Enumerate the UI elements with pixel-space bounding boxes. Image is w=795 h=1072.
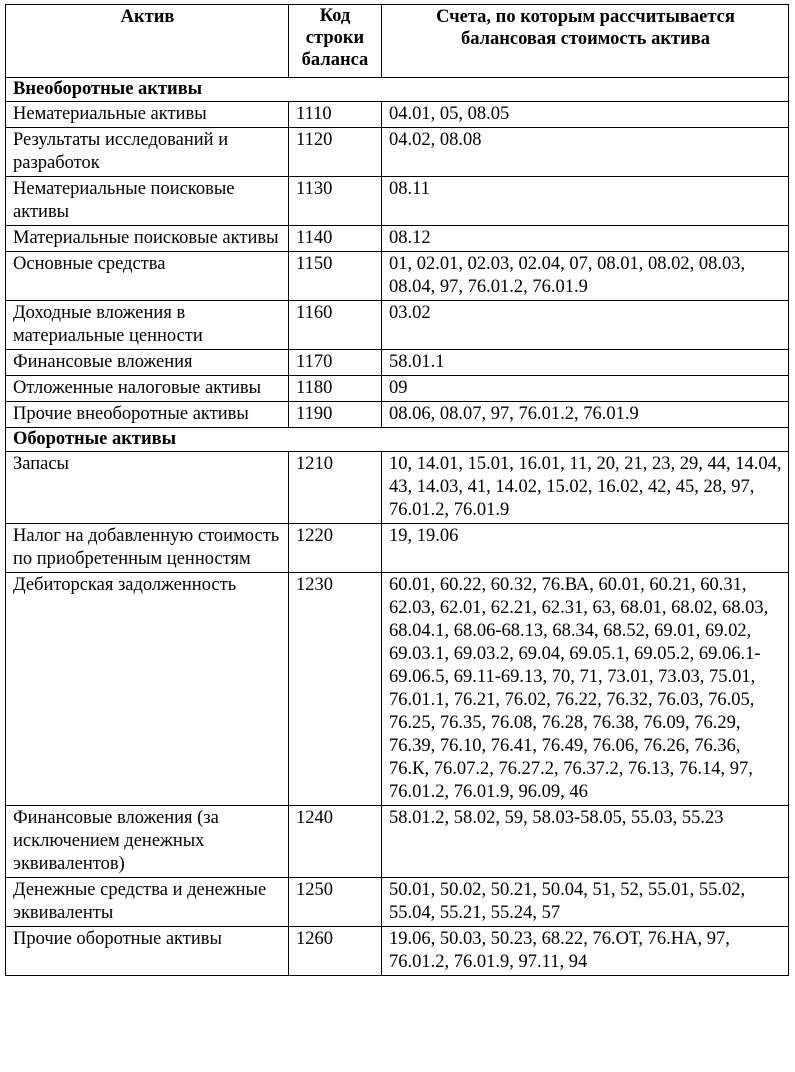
- accounts-cell: 58.01.2, 58.02, 59, 58.03-58.05, 55.03, 55.23: [382, 806, 789, 878]
- table-row: [6, 376, 789, 402]
- code-cell: 1210: [289, 452, 382, 524]
- code-column-header: Код строки баланса: [289, 5, 382, 78]
- table-row: [6, 301, 789, 350]
- table-body: [6, 78, 789, 976]
- accounts-cell: 04.02, 08.08: [382, 128, 789, 177]
- accounts-cell: 08.06, 08.07, 97, 76.01.2, 76.01.9: [382, 402, 789, 428]
- asset-cell: Основные средства: [6, 252, 289, 301]
- code-cell: 1230: [289, 573, 382, 806]
- code-cell: 1240: [289, 806, 382, 878]
- table-row: [6, 350, 789, 376]
- asset-cell: Дебиторская задолженность: [6, 573, 289, 806]
- table-row: [6, 252, 789, 301]
- section-title: Внеоборотные активы: [6, 78, 789, 102]
- asset-cell: Доходные вложения в материальные ценности: [6, 301, 289, 350]
- table-row: [6, 524, 789, 573]
- code-cell: 1170: [289, 350, 382, 376]
- code-cell: 1140: [289, 226, 382, 252]
- code-cell: 1250: [289, 878, 382, 927]
- table-row: [6, 927, 789, 976]
- accounts-cell: 10, 14.01, 15.01, 16.01, 11, 20, 21, 23, 29, 44, 14.04, 43, 14.03, 41, 14.02, 15.02, 16.02, 42, 45, 28, 97, 76.01.2, 76.01.9: [382, 452, 789, 524]
- accounts-cell: 09: [382, 376, 789, 402]
- code-cell: 1260: [289, 927, 382, 976]
- accounts-cell: 08.11: [382, 177, 789, 226]
- code-cell: 1190: [289, 402, 382, 428]
- asset-cell: Нематериальные активы: [6, 102, 289, 128]
- table-row: [6, 102, 789, 128]
- asset-cell: Прочие оборотные активы: [6, 927, 289, 976]
- code-cell: 1110: [289, 102, 382, 128]
- table-row: [6, 128, 789, 177]
- code-cell: 1180: [289, 376, 382, 402]
- code-cell: 1130: [289, 177, 382, 226]
- asset-cell: Отложенные налоговые активы: [6, 376, 289, 402]
- table-row: [6, 573, 789, 806]
- balance-accounts-table: [5, 4, 789, 976]
- accounts-cell: 58.01.1: [382, 350, 789, 376]
- asset-cell: Прочие внеоборотные активы: [6, 402, 289, 428]
- code-cell: 1220: [289, 524, 382, 573]
- code-cell: 1150: [289, 252, 382, 301]
- asset-cell: Запасы: [6, 452, 289, 524]
- accounts-cell: 03.02: [382, 301, 789, 350]
- table-row: [6, 452, 789, 524]
- table-header: [6, 5, 789, 78]
- accounts-column-header: Счета, по которым рассчитывается балансовая стоимость актива: [382, 5, 789, 78]
- table-row: [6, 177, 789, 226]
- accounts-cell: 08.12: [382, 226, 789, 252]
- asset-cell: Денежные средства и денежные эквиваленты: [6, 878, 289, 927]
- asset-cell: Финансовые вложения: [6, 350, 289, 376]
- accounts-cell: 01, 02.01, 02.03, 02.04, 07, 08.01, 08.02, 08.03, 08.04, 97, 76.01.2, 76.01.9: [382, 252, 789, 301]
- table-row: [6, 806, 789, 878]
- asset-cell: Результаты исследований и разработок: [6, 128, 289, 177]
- asset-cell: Материальные поисковые активы: [6, 226, 289, 252]
- accounts-cell: 19.06, 50.03, 50.23, 68.22, 76.ОТ, 76.НА, 97, 76.01.2, 76.01.9, 97.11, 94: [382, 927, 789, 976]
- asset-column-header: Актив: [6, 5, 289, 78]
- code-cell: 1120: [289, 128, 382, 177]
- asset-cell: Налог на добавленную стоимость по приобретенным ценностям: [6, 524, 289, 573]
- section-row: [6, 428, 789, 452]
- table-row: [6, 402, 789, 428]
- accounts-cell: 60.01, 60.22, 60.32, 76.ВА, 60.01, 60.21, 60.31, 62.03, 62.01, 62.21, 62.31, 63, 68.01, 68.02, 68.03, 68.04.1, 68.06-68.13, 68.34, 68.52, 69.01, 69.02, 69.03.1, 69.03.2, 69.04, 69.05.1, 69.05.2, 69.06.1-69.06.5, 69.11-69.13, 70, 71, 73.01, 73.03, 75.01, 76.01.1, 76.21, 76.02, 76.22, 76.32, 76.03, 76.05, 76.25, 76.35, 76.08, 76.28, 76.38, 76.09, 76.29, 76.39, 76.10, 76.41, 76.49, 76.06, 76.26, 76.36, 76.К, 76.07.2, 76.27.2, 76.37.2, 76.13, 76.14, 97, 76.01.2, 76.01.9, 96.09, 46: [382, 573, 789, 806]
- table-row: [6, 226, 789, 252]
- header-row: [6, 5, 789, 78]
- section-title: Оборотные активы: [6, 428, 789, 452]
- section-row: [6, 78, 789, 102]
- code-cell: 1160: [289, 301, 382, 350]
- accounts-cell: 19, 19.06: [382, 524, 789, 573]
- accounts-cell: 50.01, 50.02, 50.21, 50.04, 51, 52, 55.01, 55.02, 55.04, 55.21, 55.24, 57: [382, 878, 789, 927]
- table-row: [6, 878, 789, 927]
- asset-cell: Финансовые вложения (за исключением денежных эквивалентов): [6, 806, 289, 878]
- accounts-cell: 04.01, 05, 08.05: [382, 102, 789, 128]
- asset-cell: Нематериальные поисковые активы: [6, 177, 289, 226]
